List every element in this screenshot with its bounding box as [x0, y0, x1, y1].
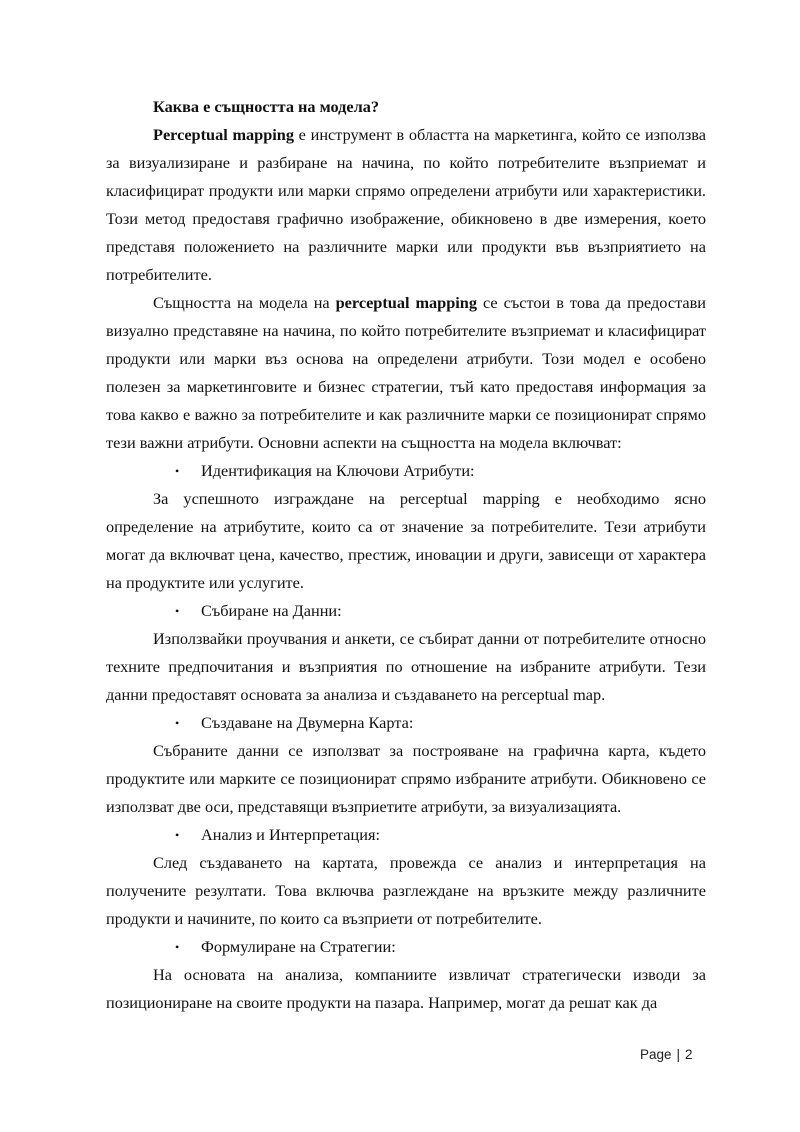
paragraph-data-collection: Използвайки проучвания и анкети, се събират данни от потребителите относно техните предпочитания и възприятия по отношение на избраните атрибути. Тези данни предоставят основата за анализа и създаването на perceptual map. — [106, 629, 706, 704]
page-label: Page — [640, 1047, 672, 1062]
bullet-item-analysis — [106, 821, 706, 849]
page-number: 2 — [685, 1047, 693, 1062]
bullet-item-strategies — [106, 933, 706, 961]
bold-term: perceptual mapping — [335, 293, 478, 312]
bullet-icon: • — [175, 604, 180, 618]
bullet-icon: • — [175, 828, 180, 842]
paragraph-strategies: На основата на анализа, компаниите извличат стратегически изводи за позициониране на своите продукти на пазара. Например, могат да решат как да — [106, 965, 706, 1012]
bullet-icon: • — [175, 940, 180, 954]
page-content — [106, 93, 706, 1017]
bullet-label: Създаване на Двумерна Карта: — [201, 713, 414, 732]
paragraph-intro — [106, 121, 706, 289]
section-heading: Каква е същността на модела? — [153, 97, 380, 116]
bullet-item-attributes — [106, 457, 706, 485]
bullet-label: Идентификация на Ключови Атрибути: — [201, 461, 475, 480]
bullet-item-data-collection — [106, 597, 706, 625]
paragraph-attributes: За успешното изграждане на perceptual mapping е необходимо ясно определение на атрибутите, които са от значение за потребителите. Тези атрибути могат да включват цена, качество, престиж, иновации и други, зависещи от характера на продуктите или услугите. — [106, 489, 706, 592]
bullet-label: Анализ и Интерпретация: — [201, 825, 380, 844]
bullet-label: Формулиране на Стратегии: — [201, 937, 396, 956]
paragraph-map-creation: Събраните данни се използват за построяване на графична карта, където продуктите или марките се позиционират спрямо избраните атрибути. Обикновено се използват две оси, представящи възприетите атрибути, за визуализацията. — [106, 741, 706, 816]
paragraph-essence — [106, 289, 706, 457]
bullet-label: Събиране на Данни: — [201, 601, 342, 620]
paragraph-text: се състои в това да предостави визуално представяне на начина, по който потребителите възприемат и класифицират продукти или марки въз основа на определени атрибути. Този модел е особено полезен за маркетинговите и бизнес стратегии, тъй като предоставя информация за това какво е важно за потребителите и как различните марки се позиционират спрямо тези важни атрибути. Основни аспекти на същността на модела включват: — [106, 293, 707, 452]
bullet-item-map-creation — [106, 709, 706, 737]
page-footer — [640, 1047, 693, 1062]
page-separator: | — [676, 1047, 681, 1062]
paragraph-analysis: След създаването на картата, провежда се анализ и интерпретация на получените резултати. Това включва разглеждане на връзките между различните продукти и начините, по които са възприети от потребителите. — [106, 853, 706, 928]
bold-term: Perceptual mapping — [153, 125, 294, 144]
paragraph-text: е инструмент в областта на маркетинга, който се използва за визуализиране и разбиране на начина, по който потребителите възприемат и класифицират продукти или марки спрямо определени атрибути или характеристики. Този метод предоставя графично изображение, обикновено в две измерения, което представя положението на различните марки или продукти във възприятието на потребителите. — [106, 125, 706, 284]
bullet-icon: • — [175, 716, 180, 730]
bullet-icon: • — [175, 464, 180, 478]
paragraph-text: Същността на модела на — [153, 293, 336, 312]
